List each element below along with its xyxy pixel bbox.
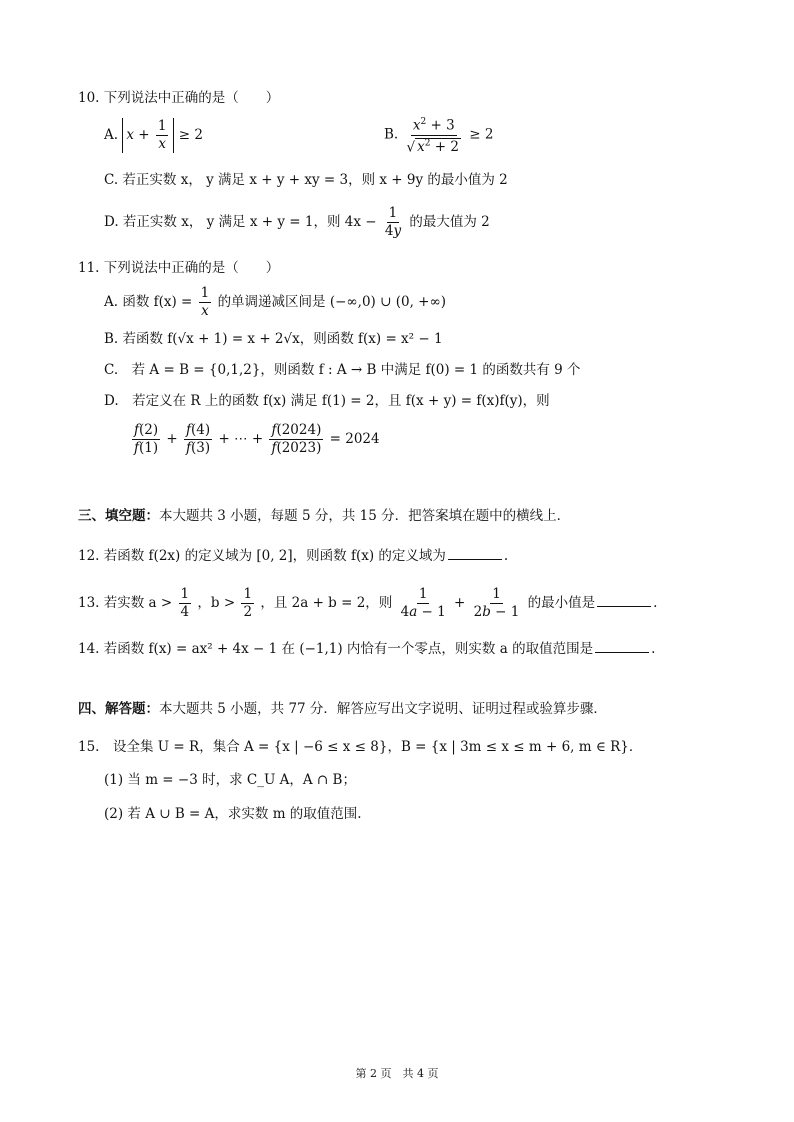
q11-option-c: C. 若 A = B = {0,1,2}，则函数 f : A → B 中满足 f(0) = 1 的函数共有 9 个 [104, 362, 581, 378]
q10-option-b: B. $\frac{x^2 + 3}{√ x^2 + 2}$ ≥ 2 [384, 114, 493, 156]
q12: 12. 若函数 f(2x) 的定义域为 [0, 2]，则函数 f(x) 的定义域为 . [78, 548, 509, 564]
page-footer: 第 2 页 共 4 页 [355, 1067, 439, 1080]
q10-option-c: C. 若正实数 x， y 满足 x + y + xy = 3，则 x + 9y 的最小值为 2 [104, 172, 508, 188]
section4-heading: 四、解答题：本大题共 5 小题，共 77 分．解答应写出文字说明、证明过程或验算步骤． [78, 701, 607, 717]
q10-option-a-abs: x + $\frac{1}{x}$ [122, 118, 174, 153]
q15-stem: 15. 设全集 U = R，集合 A = {x | −6 ≤ x ≤ 8}，B = {x | 3m ≤ x ≤ m + 6, m ∈ R}． [78, 739, 643, 755]
q10-option-d: D. 若正实数 x， y 满足 x + y = 1，则 4x − $\frac{1}{4y}$ 的最大值为 2 [104, 205, 490, 239]
q10-option-a-label: A. [104, 127, 119, 143]
q10-option-a: A. x + $\frac{1}{x}$ ≥ 2 [104, 118, 203, 152]
section3-heading: 三、填空题：本大题共 3 小题，每题 5 分，共 15 分．把答案填在题中的横线上． [78, 508, 571, 524]
q11-stem: 11. 下列说法中正确的是（ ） [78, 260, 280, 276]
q10-option-b-label: B. [384, 126, 399, 143]
q11-option-a: A. 函数 f(x) = $\frac{1}{x}$ 的单调递减区间是 (−∞,0) ∪ (0, +∞) [104, 285, 446, 319]
q11-option-b: B. 若函数 f(√x + 1) = x + 2√x，则函数 f(x) = x² − 1 [104, 331, 443, 347]
q11-option-d: D. 若定义在 R 上的函数 f(x) 满足 f(1) = 2，且 f(x + y) = f(x)f(y)，则 [104, 393, 550, 409]
q13: 13. 若实数 a > $\frac{1}{4}$ ，b > $\frac{1}{2}$ ，且 2a + b = 2，则 $\frac{1}{4a - 1}$ + $\frac{1}{2b - 1}$ 的最小值是 . [78, 586, 658, 620]
q11-option-d-equation: $\frac{f(2)}{f(1)}$ + $\frac{f(4)}{f(3)}$ + ⋯ + $\frac{f(2024)}{f(2023)}$ = 2024 [134, 422, 380, 456]
q14: 14. 若函数 f(x) = ax² + 4x − 1 在 (−1,1) 内恰有一个零点，则实数 a 的取值范围是 . [78, 641, 656, 657]
q15-part2: (2) 若 A ∪ B = A，求实数 m 的取值范围. [104, 806, 362, 822]
q12-answer-blank[interactable] [448, 547, 502, 560]
q15-part1: (1) 当 m = −3 时，求 C_U A，A ∩ B； [104, 772, 356, 788]
q14-answer-blank[interactable] [595, 640, 649, 653]
q10-stem: 10. 下列说法中正确的是（ ） [78, 90, 280, 106]
q13-answer-blank[interactable] [597, 594, 651, 607]
